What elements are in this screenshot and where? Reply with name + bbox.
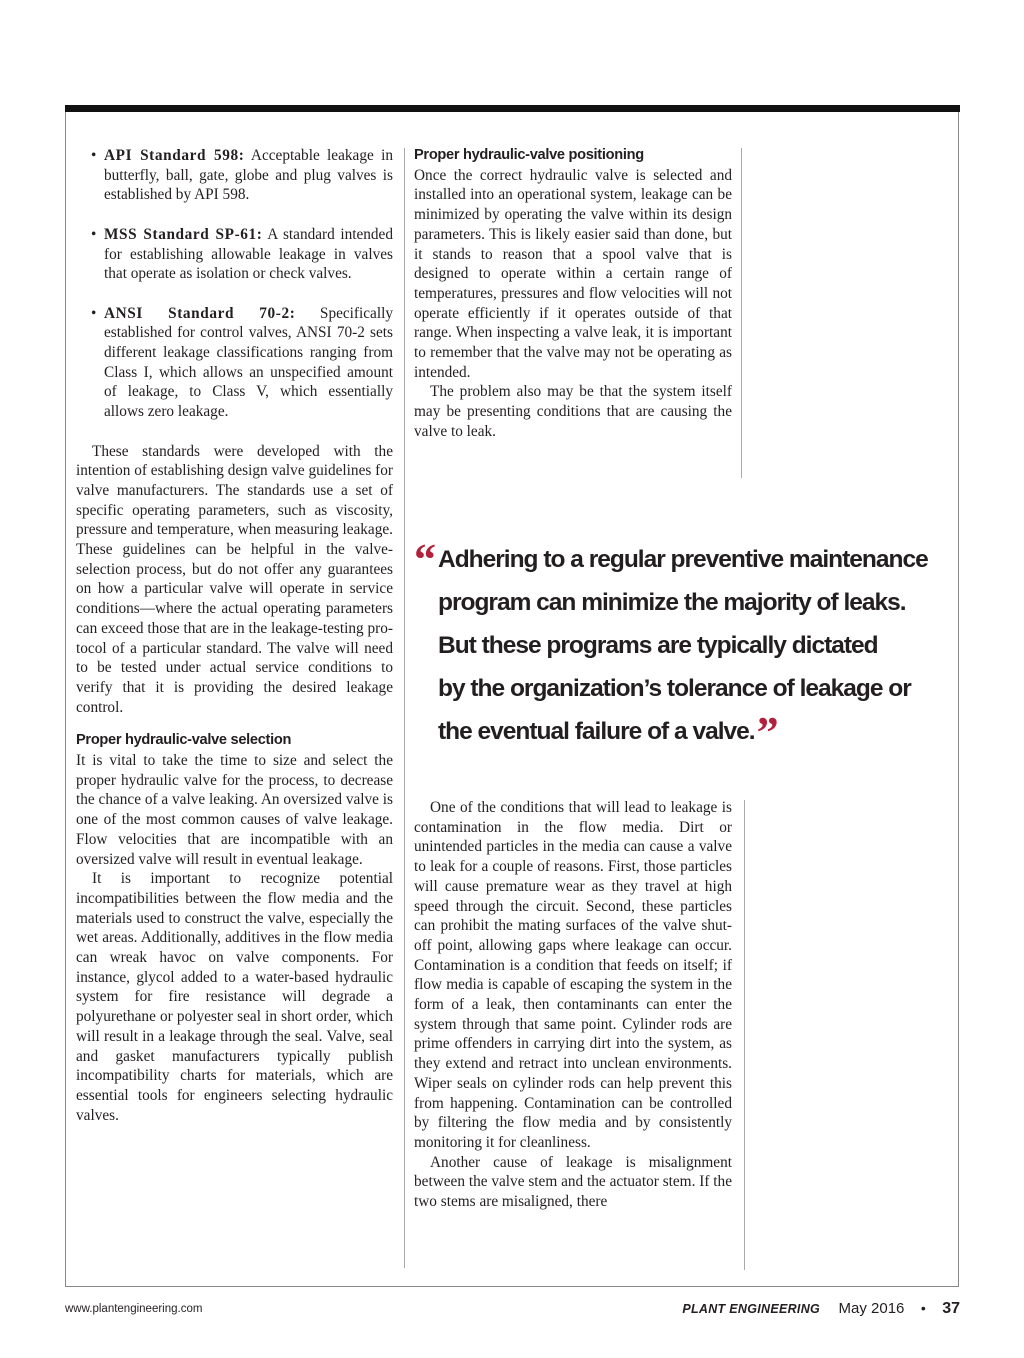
heading-valve-positioning: Proper hydraulic-valve positioning <box>414 147 644 163</box>
heading-valve-selection: Proper hydraulic-valve selection <box>76 732 292 749</box>
top-rule <box>65 105 960 112</box>
close-quote-mark: ” <box>756 708 778 757</box>
standard-item-mss-sp-61 <box>76 225 393 284</box>
paragraph-standards-intent: These standards were developed with the intention of establishing design valve guidelines for valve manufacturers. The standards use a set of specific operating parameters, such as viscosity, pressure and temperature, when measuring leakage. These guidelines can be helpful in the valve-selection process, but do not offer any guarantees on how a particular valve will operate in service conditions—where the actual operating parameters can exceed those that are in the leakage-testing protocol of a particular standard. The valve will need to be tested under actual service conditions to verify that it is providing the desired leakage control. <box>76 442 393 716</box>
page-frame-right <box>958 112 959 1287</box>
right-column-bottom <box>414 798 732 1212</box>
footer-right <box>682 1300 960 1318</box>
page-frame-left <box>65 112 66 1287</box>
page-frame-bottom <box>65 1286 959 1287</box>
standard-label: MSS Standard SP-61: <box>104 225 263 243</box>
right-column-top <box>414 146 732 442</box>
footer-date: May 2016 <box>838 1300 905 1317</box>
pull-quote-line: the eventual failure of a valve. <box>438 718 755 745</box>
pull-quote-last-line <box>414 708 954 757</box>
right-column-rule-top <box>741 148 742 478</box>
paragraph-valve-positioning-2: The problem also may be that the system itself may be presenting conditions that are causing the valve to leak. <box>414 383 732 440</box>
column-divider <box>404 148 405 1268</box>
paragraph-misalignment: Another cause of leakage is misalignment between the valve stem and the actuator stem. If the two stems are misaligned, there <box>414 1153 732 1211</box>
left-column <box>76 146 393 1125</box>
standard-item-ansi-70-2 <box>76 304 393 422</box>
standard-label: API Standard 598: <box>104 147 245 164</box>
pull-quote: “ Adhering to a regular preventive maintenance program can minimize the majority of leaks. But these programs are typically dictated by the organization’s tolerance of leakage or the eventual failure of a valve.” <box>414 538 954 753</box>
pull-quote-line: Adhering to a regular preventive maintenance <box>438 546 928 573</box>
paragraph-contamination: One of the conditions that will lead to leakage is contamination in the flow media. Dirt or unintended particles in the media can cause a valve to leak for a couple of reasons. First, those particles will cause premature wear as they travel at high speed through the circuit. Second, these particles can prohibit the mating surfaces of the valve shut-off point, allowing gaps where leakage can occur. Contamination is a condition that feeds on itself; if flow media is capable of escaping the system in the form of a leak, then contaminants can enter the system through that same point. Cylinder rods are prime offenders in carrying dirt into the system, as they extend and retract into unclean environments. Wiper seals on cylinder rods can help prevent this from happening. Contamination can be controlled by filtering the flow media and by consistently monitoring it for cleanliness. <box>414 799 732 1151</box>
paragraph-valve-selection-2: It is important to recognize potential incompatibilities between the flow media and the materials used to construct the valve, especially the wet areas. Additionally, additives in the flow media can wreak havoc on valve components. For instance, glycol added to a water-based hydraulic system for fire resistance will degrade a polyurethane or polyester seal in short order, which will result in a leakage through the seal. Valve, seal and gasket manufacturers typically publish incompatibility charts for materials, which are essential tools for engineers selecting hydraulic valves. <box>76 870 393 1124</box>
pull-quote-line: by the organization’s tolerance of leakage or <box>438 675 911 702</box>
standard-text: Acceptable leakage in butterfly, ball, gate, globe and plug valves is established by API 598. <box>104 147 393 204</box>
footer-masthead: PLANT ENGINEERING <box>682 1302 821 1316</box>
paragraph-valve-selection-1: It is vital to take the time to size and select the proper hydraulic valve for the process, to decrease the chance of a valve leaking. An oversized valve is one of the most common causes of valve leakage. Flow velocities that are incompatible with an oversized valve will result in eventual leakage. <box>76 752 393 868</box>
standard-item-api-598 <box>76 146 393 205</box>
right-column-rule-bottom <box>744 800 745 1270</box>
footer-separator: • <box>920 1300 926 1316</box>
pull-quote-line: But these programs are typically dictated <box>438 632 878 659</box>
page-footer <box>65 1300 960 1322</box>
page-number: 37 <box>942 1300 960 1317</box>
standards-list <box>76 146 393 422</box>
standard-text: Specifically established for control valves, ANSI 70-2 sets different leakage classifications ranging from Class I, which allows an unspecified amount of leakage, to Class V, which essentially allows zero leakage. <box>104 304 393 421</box>
paragraph-valve-positioning-1: Once the correct hydraulic valve is selected and installed into an operational system, leakage can be minimized by operating the valve within its design parameters. This is likely easier said than done, but it stands to reason that a spool valve that is designed to operate within a certain range of temperatures, pressures and flow velocities will not operate efficiently if it operates outside of that range. When inspecting a valve leak, it is important to remember that the valve may not be operating as intended. <box>414 166 732 381</box>
footer-url: www.plantengineering.com <box>65 1303 203 1315</box>
pull-quote-line: program can minimize the majority of leaks. <box>438 589 906 616</box>
standard-text: A standard intended for establishing allowable leakage in valves that operate as isolation or check valves. <box>104 225 393 283</box>
standard-label: ANSI Standard 70-2: <box>104 304 296 322</box>
